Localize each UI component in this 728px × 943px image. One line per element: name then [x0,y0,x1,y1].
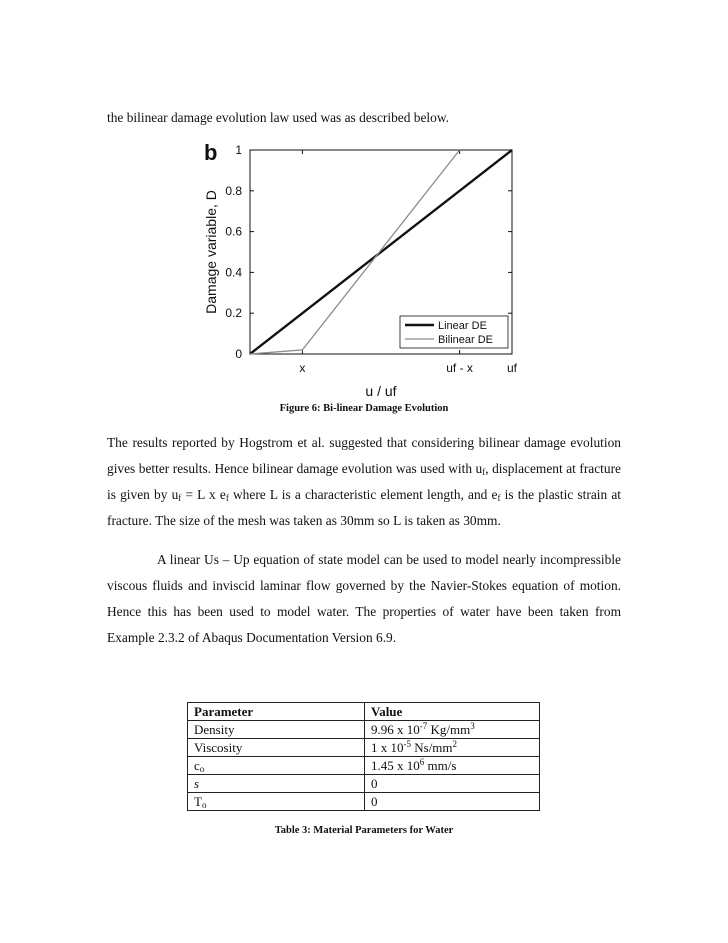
header-parameter: Parameter [188,703,365,721]
damage-evolution-chart [196,138,528,400]
value-cell: 9.96 x $10^{-7}$ $Kg/mm^3$ [365,721,540,739]
value-cell: 0 [365,775,540,793]
y-tick-label: 0.2 [225,306,242,321]
intro-text: the bilinear damage evolution law used was as described below. [107,110,449,125]
table-row [188,739,540,757]
panel-label: b [204,140,218,165]
table-row [188,793,540,811]
x-axis-label: u / uf [365,383,397,399]
para1-sub-f: f [178,493,182,503]
param-cell: $c_o$ [188,757,365,775]
paragraph-eos: A linear Us – Up equation of state model can be used to model nearly incompressible viscous fluids and inviscid laminar flow governed by the Navier-Stokes equation of motion. Hence this has been used to model water. The properties of water have been taken from Example 2.3.2 of Abaqus Documentation Version 6.9. [107,552,621,645]
table-header-row [188,703,540,721]
y-tick-label: 0.4 [225,265,242,280]
table-row [188,757,540,775]
y-tick-label: 0 [235,347,242,361]
table-caption: Table 3: Material Parameters for Water [274,825,454,836]
para1-sub-f: f [497,493,501,503]
y-axis-label: Damage variable, D [203,190,219,314]
y-tick-label: 0.6 [225,224,242,239]
legend-label: Linear DE [438,320,487,332]
x-tick-label: uf - x [446,361,473,375]
para1-sub-f: f [225,493,229,503]
table-row [188,775,540,793]
para1-text-c: = L x e [181,487,226,502]
y-tick-label: 1 [235,143,242,157]
material-parameters-table [187,702,540,811]
header-value: Value [365,703,540,721]
para1-text-e: is the plastic strain at fracture. The size of the mesh was taken as 30mm so L is taken as 30mm. [107,487,622,528]
y-tick-label: 0.8 [225,183,242,198]
param-cell: s [188,775,365,793]
value-cell: 1 x $10^{-5}$ $Ns/mm^2$ [365,739,540,757]
para1-text-d: where L is a characteristic element length, and e [228,487,498,502]
param-cell: Density [188,721,365,739]
figure-caption: Figure 6: Bi-linear Damage Evolution [279,403,449,414]
para1-text-b: , displacement at fracture is given by u [107,461,621,502]
para1-sub-f: f [482,467,486,477]
table-row [188,721,540,739]
para1-text-a: The results reported by Hogstrom et al. suggested that considering bilinear damage evolution gives better results. Hence bilinear damage evolution was used with u [107,435,621,476]
legend-label: Bilinear DE [438,334,494,346]
x-tick-label: x [299,361,306,375]
value-cell: 1.45 x $10^6$ mm/s [365,757,540,775]
value-cell: 0 [365,793,540,811]
paragraph-results [107,430,621,534]
param-cell: $T_o$ [188,793,365,811]
param-cell: Viscosity [188,739,365,757]
x-tick-label: uf [506,361,518,375]
